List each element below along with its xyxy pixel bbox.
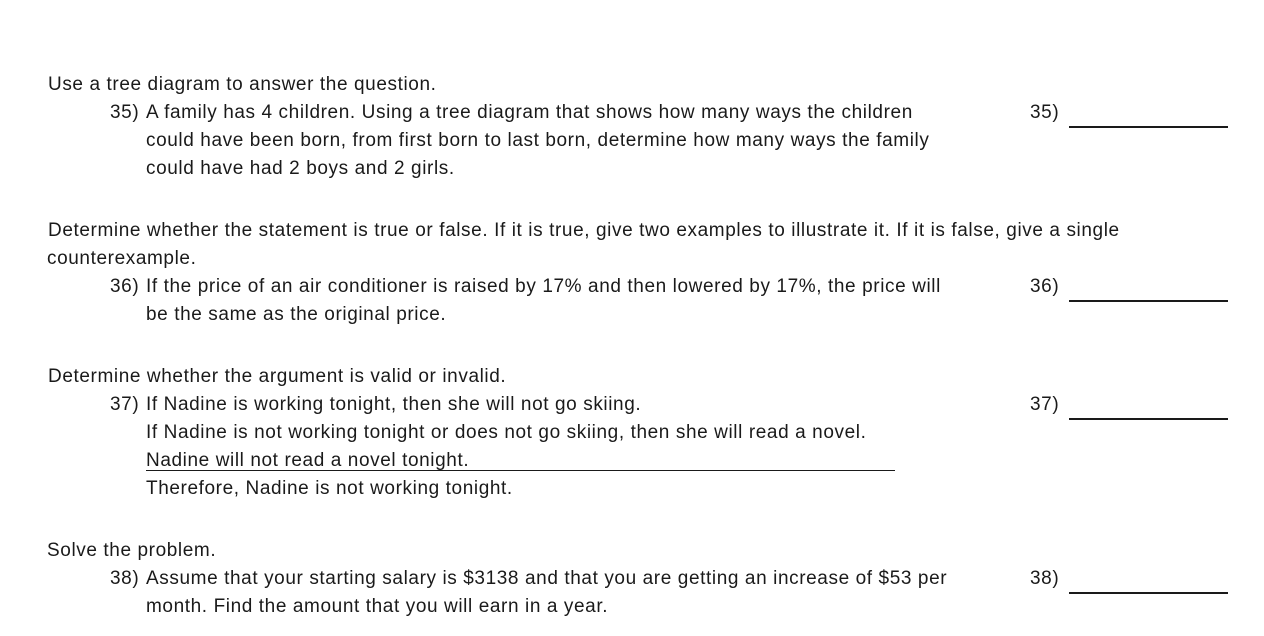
answer-blank[interactable]	[1069, 418, 1228, 420]
question-text-line: Assume that your starting salary is $3138 and that you are getting an increase of $53 per	[146, 568, 948, 589]
answer-blank[interactable]	[1069, 126, 1228, 128]
section-instruction: counterexample.	[47, 248, 197, 269]
question-text-line: If the price of an air conditioner is raised by 17% and then lowered by 17%, the price will	[146, 276, 941, 297]
question-text-line: month. Find the amount that you will earn in a year.	[146, 596, 609, 617]
question-number: 36)	[110, 276, 140, 297]
argument-conclusion: Therefore, Nadine is not working tonight.	[146, 478, 513, 499]
answer-label: 36)	[1030, 276, 1060, 297]
question-number: 37)	[110, 394, 140, 415]
question-text-line: be the same as the original price.	[146, 304, 447, 325]
argument-premise: Nadine will not read a novel tonight.	[146, 450, 470, 471]
question-text-line: could have had 2 boys and 2 girls.	[146, 158, 455, 179]
question-number: 38)	[110, 568, 140, 589]
answer-blank[interactable]	[1069, 300, 1228, 302]
conclusion-divider	[146, 470, 895, 471]
question-text-line: A family has 4 children. Using a tree diagram that shows how many ways the children	[146, 102, 913, 123]
answer-label: 35)	[1030, 102, 1060, 123]
question-text-line: could have been born, from first born to last born, determine how many ways the family	[146, 130, 930, 151]
section-instruction: Use a tree diagram to answer the question.	[48, 74, 437, 95]
question-number: 35)	[110, 102, 140, 123]
answer-label: 38)	[1030, 568, 1060, 589]
section-instruction: Determine whether the statement is true or false. If it is true, give two examples to illustrate it. If it is false, give a single	[48, 220, 1120, 241]
argument-premise: If Nadine is not working tonight or does not go skiing, then she will read a novel.	[146, 422, 867, 443]
answer-label: 37)	[1030, 394, 1060, 415]
section-instruction: Determine whether the argument is valid or invalid.	[48, 366, 507, 387]
answer-blank[interactable]	[1069, 592, 1228, 594]
section-instruction: Solve the problem.	[47, 540, 217, 561]
argument-premise: If Nadine is working tonight, then she will not go skiing.	[146, 394, 642, 415]
